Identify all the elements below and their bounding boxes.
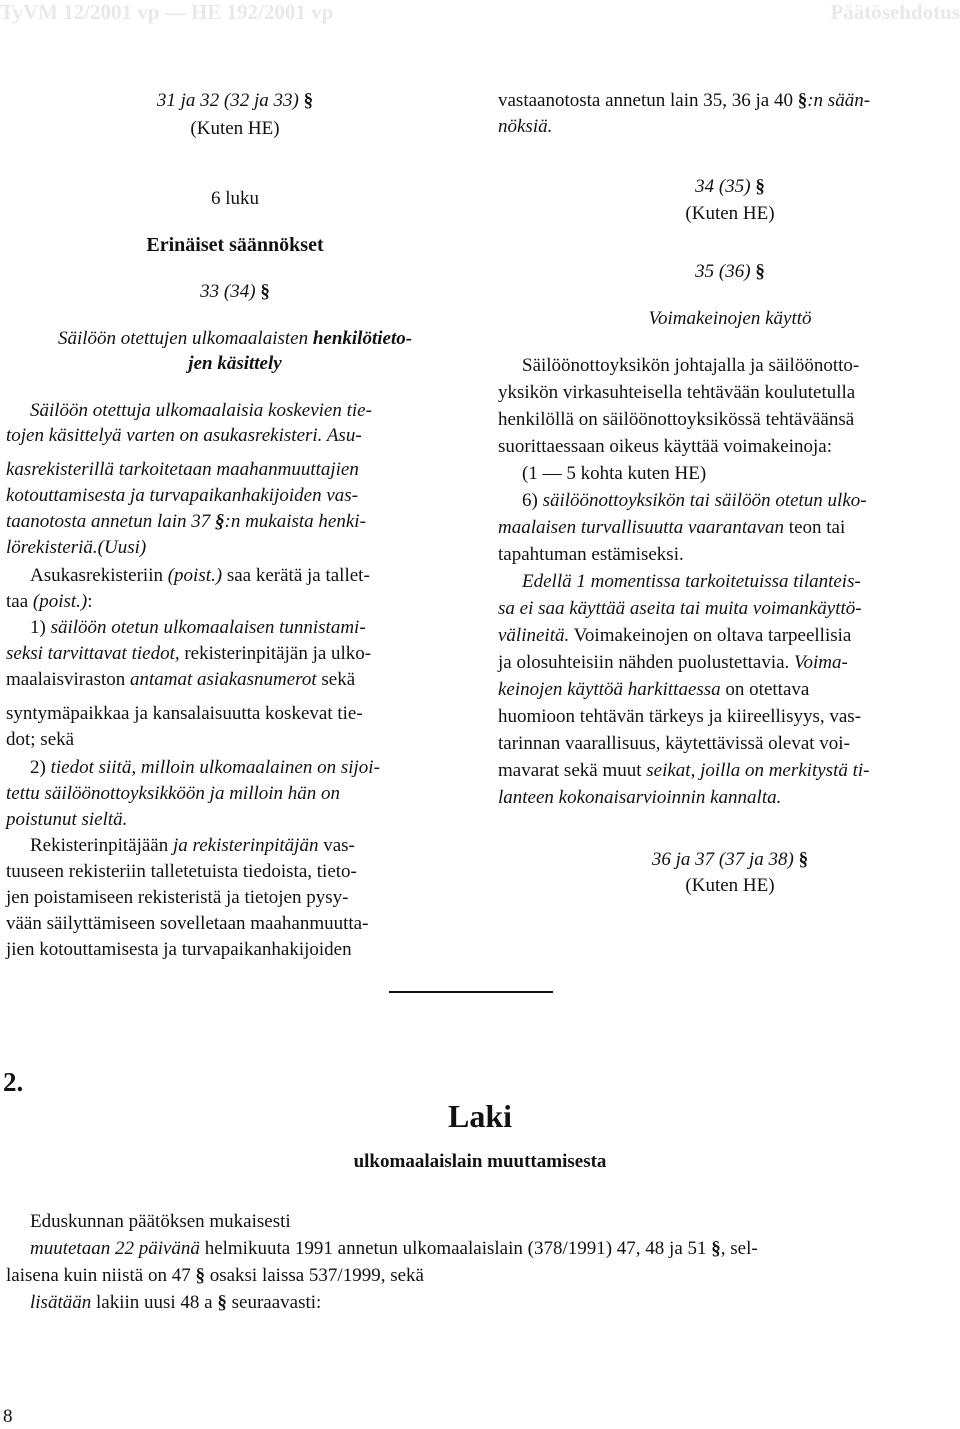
text-part: , sel- <box>720 1238 758 1259</box>
text-part: saa kerätä ja tallet- <box>222 565 370 586</box>
para-line: suorittaessaan oikeus käyttää voimakeinoja: <box>498 436 832 457</box>
text-part: on otettava <box>720 679 810 700</box>
header-left: TyVM 12/2001 vp — HE 192/2001 vp <box>0 0 334 24</box>
kuten-he-note: (Kuten HE) <box>685 203 775 224</box>
text-part: 6) <box>522 490 543 511</box>
text-part: säilöön otetun ulkomaalaisen tunnistami- <box>50 617 366 638</box>
section-sign: § <box>260 281 270 302</box>
kuten-he-note: (Kuten HE) <box>190 118 280 139</box>
text-part: antamat asiakasnumerot <box>130 669 317 690</box>
page-header <box>0 0 960 28</box>
para-line: tuuseen rekisteriin talletetuista tiedoista, tieto- <box>6 861 357 882</box>
section-heading-34 <box>625 174 835 200</box>
law-intro: Eduskunnan päätöksen mukaisesti <box>30 1211 291 1232</box>
text-part: Voimakeinojen on oltava tarpeellisia <box>569 625 852 646</box>
law-line <box>6 1263 424 1289</box>
section-number: 34 (35) <box>695 176 751 197</box>
text-part: :n mukaista henki- <box>224 511 366 532</box>
para-line <box>498 758 869 784</box>
para-line <box>6 641 371 667</box>
para-line: nöksiä. <box>498 116 553 137</box>
text-part: helmikuuta 1991 annetun ulkomaalaislain (378/1991) 47, 48 ja 51 <box>199 1238 712 1259</box>
text-part: keinojen käyttöä harkittaessa <box>498 679 721 700</box>
para-line: jien kotouttamisesta ja turvapaikanhakijoiden <box>6 939 352 960</box>
text-part: 2) <box>30 757 51 778</box>
text-part: Rekisterinpitäjään <box>30 835 173 856</box>
text-part: muutetaan 22 päivänä <box>30 1238 200 1259</box>
para-line: henkilöllä on säilöönottoyksikössä tehtäväänsä <box>498 409 855 430</box>
section-sign: § <box>217 1292 227 1313</box>
para-line: vään säilyttämiseen sovelletaan maahanmuutta- <box>6 913 369 934</box>
text-part: seksi tarvittavat tiedot, <box>6 643 180 664</box>
para-line: (1 — 5 kohta kuten HE) <box>522 463 707 484</box>
section-35-title: Voimakeinojen käyttö <box>648 308 812 329</box>
para-line: kotouttamisesta ja turvapaikanhakijoiden vas- <box>6 485 358 506</box>
section-sign: § <box>755 261 765 282</box>
para-line <box>522 488 867 514</box>
para-line <box>498 515 845 541</box>
chapter-number: 6 luku <box>210 188 260 209</box>
para-line: lörekisteriä.(Uusi) <box>6 537 147 558</box>
text-part: laisena kuin niistä on 47 <box>6 1265 196 1286</box>
law-title: Laki <box>447 1098 513 1134</box>
text-part: vas- <box>318 835 355 856</box>
section-number: 31 ja 32 (32 ja 33) <box>156 90 299 111</box>
text-part: välineitä. <box>498 625 570 646</box>
section-sign: § <box>798 849 809 870</box>
text-part: ja rekisterinpitäjän <box>172 835 319 856</box>
para-line: jen poistamiseen rekisteristä ja tietojen pysy- <box>6 887 349 908</box>
section-heading-33 <box>130 279 340 305</box>
text-part: maalaisen turvallisuutta vaarantavan <box>498 517 785 538</box>
para-line: tarinnan vaarallisuus, käytettävissä olevat voi- <box>498 733 850 754</box>
law-number: 2. <box>3 1067 24 1097</box>
section-sign: § <box>797 90 808 111</box>
para-line <box>498 623 851 649</box>
separator-rule <box>389 991 553 993</box>
title-part: Säilöön otettujen ulkomaalaisten <box>57 328 313 349</box>
text-part: lisätään <box>30 1292 92 1313</box>
text-part: (poist.) <box>32 591 88 612</box>
para-line <box>30 615 366 641</box>
text-part: sekä <box>316 669 356 690</box>
para-line <box>6 509 366 535</box>
text-part: säilöönottoyksikön tai säilöön otetun ulko- <box>542 490 867 511</box>
section-sign: § <box>755 176 765 197</box>
para-line: tojen käsittelyä varten on asukasrekisteri. Asu- <box>6 425 362 446</box>
text-part: taa <box>6 591 33 612</box>
text-part: Voima- <box>794 652 848 673</box>
law-line <box>30 1236 758 1262</box>
text-part: lakiin uusi 48 a <box>91 1292 218 1313</box>
section-number: 33 (34) <box>200 281 256 302</box>
section-number: 35 (36) <box>695 261 751 282</box>
text-part: ja olosuhteisiin nähden puolustettavia. <box>498 652 795 673</box>
text-part: teon tai <box>784 517 846 538</box>
text-part: mavarat sekä muut <box>498 760 647 781</box>
text-part: Asukasrekisteriin <box>30 565 168 586</box>
para-line: sa ei saa käyttää aseita tai muita voimankäyttö- <box>498 598 862 619</box>
section-heading-36-37 <box>600 847 860 873</box>
law-subtitle: ulkomaalaislain muuttamisesta <box>353 1151 607 1172</box>
para-line <box>498 88 870 114</box>
text-part: : <box>87 591 93 612</box>
section-33-title-line2: jen käsittely <box>188 353 282 374</box>
section-heading-35 <box>625 259 835 285</box>
text-part: maalaisviraston <box>6 669 130 690</box>
para-line <box>6 589 93 615</box>
para-line: yksikön virkasuhteisella tehtävään koulutetulla <box>498 382 856 403</box>
section-sign: § <box>195 1265 205 1286</box>
para-line: tapahtuman estämiseksi. <box>498 544 684 565</box>
law-line <box>30 1290 321 1316</box>
para-line <box>30 833 355 859</box>
para-line: poistunut sieltä. <box>6 809 128 830</box>
para-line: syntymäpaikkaa ja kansalaisuutta koskevat tie- <box>6 703 363 724</box>
para-line: Säilöönottoyksikön johtajalla ja säilöönotto- <box>522 355 860 376</box>
para-line <box>6 667 355 693</box>
section-sign: § <box>303 90 314 111</box>
para-line: Säilöön otettuja ulkomaalaisia koskevien tie- <box>30 400 372 421</box>
chapter-title: Erinäiset säännökset <box>146 234 324 256</box>
para-line: dot; sekä <box>6 729 75 750</box>
para-line: Edellä 1 momentissa tarkoitetuissa tilanteis- <box>522 571 861 592</box>
text-part: taanotosta annetun lain 37 <box>6 511 215 532</box>
text-part: tiedot siitä, milloin ulkomaalainen on sijoi- <box>50 757 380 778</box>
text-part: 1) <box>30 617 51 638</box>
para-line <box>30 563 370 589</box>
text-part: vastaanotosta annetun lain 35, 36 ja 40 <box>498 90 798 111</box>
section-sign: § <box>711 1238 721 1259</box>
header-right: Päätösehdotus <box>830 0 960 24</box>
text-part: :n sään- <box>807 90 871 111</box>
para-line: huomioon tehtävän tärkeys ja kiireellisyys, vas- <box>498 706 862 727</box>
para-line <box>498 650 848 676</box>
text-part: (poist.) <box>167 565 223 586</box>
text-part: seikat, joilla on merkitystä ti- <box>646 760 870 781</box>
page-number: 8 <box>3 1406 13 1427</box>
text-part: osaksi laissa 537/1999, sekä <box>204 1265 424 1286</box>
para-line: kasrekisterillä tarkoitetaan maahanmuuttajien <box>6 459 359 480</box>
section-33-title-line1 <box>0 326 470 352</box>
section-heading-31-32 <box>130 88 340 114</box>
kuten-he-note: (Kuten HE) <box>685 875 775 896</box>
para-line <box>498 677 809 703</box>
para-line: lanteen kokonaisarvioinnin kannalta. <box>498 787 782 808</box>
para-line: tettu säilöönottoyksikköön ja milloin hän on <box>6 783 341 804</box>
section-number: 36 ja 37 (37 ja 38) <box>651 849 794 870</box>
text-part: rekisterinpitäjän ja ulko- <box>179 643 372 664</box>
title-part-bold: henkilötieto- <box>312 328 413 349</box>
section-sign: § <box>215 511 225 532</box>
text-part: seuraavasti: <box>226 1292 322 1313</box>
para-line <box>30 755 380 781</box>
